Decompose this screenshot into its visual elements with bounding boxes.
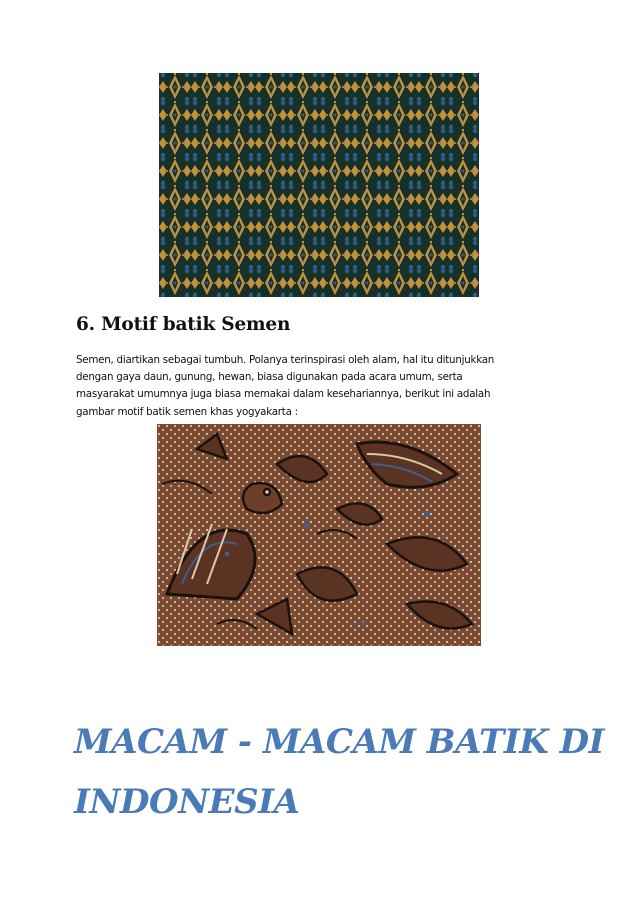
- heading-line: INDONESIA: [74, 782, 300, 822]
- paragraph-line: gambar motif batik semen khas yogyakarta :: [76, 405, 298, 418]
- batik-pattern-image-top: [159, 73, 479, 297]
- section-paragraph: [76, 352, 566, 421]
- paragraph-line: Semen, diartikan sebagai tumbuh. Polanya terinspirasi oleh alam, hal itu ditunjukkan: [76, 354, 495, 366]
- heading-line: MACAM - MACAM BATIK DI: [74, 722, 605, 762]
- paragraph-line: masyarakat umumnya juga biasa memakai dalam kesehariannya, berikut ini adalah: [76, 388, 491, 401]
- paragraph-line: dengan gaya daun, gunung, hewan, biasa digunakan pada acara umum, serta: [76, 371, 463, 384]
- main-heading: [74, 712, 605, 832]
- section-title: 6. Motif batik Semen: [76, 314, 291, 335]
- batik-semen-image: [157, 424, 481, 646]
